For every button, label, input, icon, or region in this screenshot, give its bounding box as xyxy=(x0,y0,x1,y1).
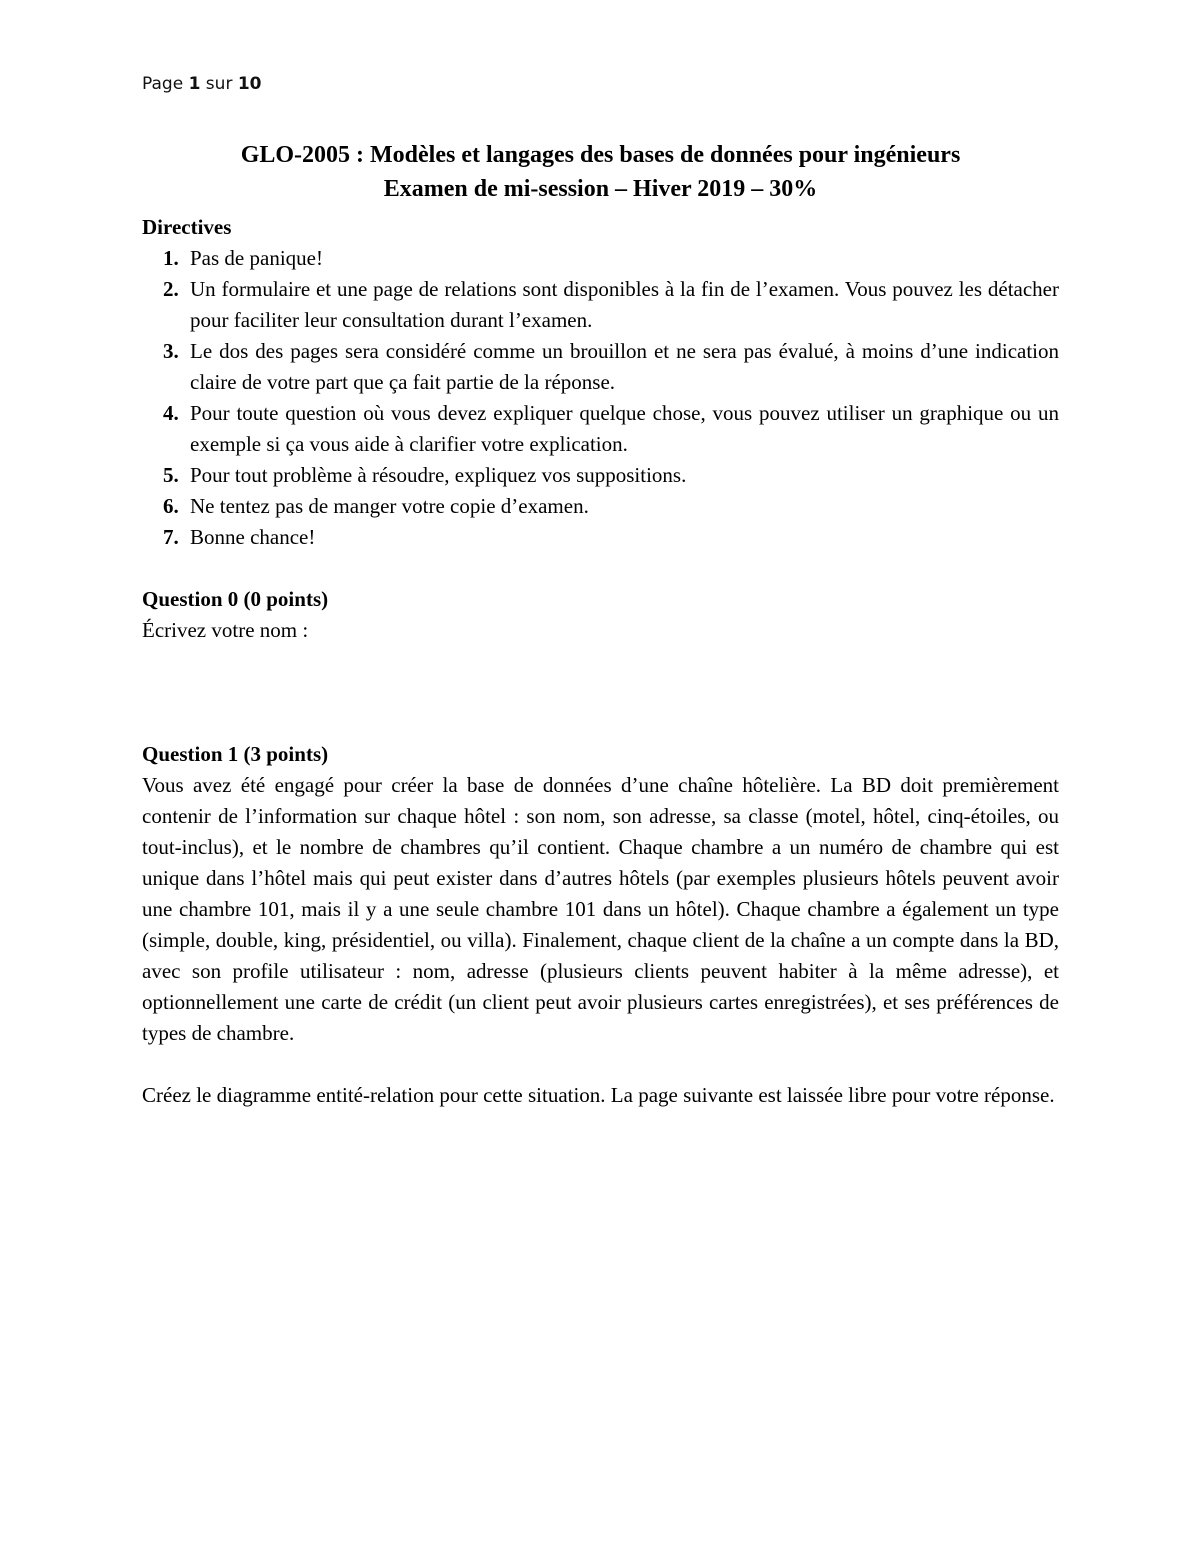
directive-text: Pour toute question où vous devez expliquer quelque chose, vous pouvez utiliser un graphique ou un exemple si ça vous aide à clarifier votre explication. xyxy=(190,401,1059,456)
page-current: 1 xyxy=(188,74,201,94)
directive-number: 4. xyxy=(163,401,179,425)
spacer xyxy=(142,553,1059,584)
directive-text: Ne tentez pas de manger votre copie d’examen. xyxy=(190,494,589,518)
question-0-heading: Question 0 (0 points) xyxy=(142,587,329,611)
exam-title-line: Examen de mi-session – Hiver 2019 – 30% xyxy=(383,176,818,202)
spacer xyxy=(142,1049,1059,1080)
directive-number: 2. xyxy=(163,277,179,301)
directive-text: Un formulaire et une page de relations sont disponibles à la fin de l’examen. Vous pouvez les détacher pour faciliter leur consultation durant l’examen. xyxy=(190,277,1059,332)
directive-text: Pour tout problème à résoudre, expliquez vos suppositions. xyxy=(190,463,687,487)
directive-item xyxy=(142,243,1059,274)
directive-item xyxy=(142,460,1059,491)
directive-number: 3. xyxy=(163,339,179,363)
name-answer-space xyxy=(142,646,1059,739)
directives-list xyxy=(142,243,1059,553)
course-title xyxy=(142,138,1059,206)
question-0-prompt: Écrivez votre nom : xyxy=(142,618,309,642)
page-mid: sur xyxy=(200,74,238,94)
directives-heading: Directives xyxy=(142,215,232,239)
directive-number: 1. xyxy=(163,246,179,270)
directive-number: 5. xyxy=(163,463,179,487)
directive-number: 7. xyxy=(163,525,179,549)
directive-text: Le dos des pages sera considéré comme un brouillon et ne sera pas évalué, à moins d’une indication claire de votre part que ça fait partie de la réponse. xyxy=(190,339,1059,394)
directive-item xyxy=(142,491,1059,522)
directive-item xyxy=(142,274,1059,336)
directive-item xyxy=(142,522,1059,553)
page-number xyxy=(142,74,262,94)
directive-item xyxy=(142,398,1059,460)
page-total: 10 xyxy=(237,74,262,94)
course-title-line: GLO-2005 : Modèles et langages des bases de données pour ingénieurs xyxy=(240,142,961,168)
directive-text: Bonne chance! xyxy=(190,525,316,549)
exam-content xyxy=(142,138,1059,1111)
page-prefix: Page xyxy=(142,74,189,94)
question-1-description: Vous avez été engagé pour créer la base de données d’une chaîne hôtelière. La BD doit premièrement contenir de l’information sur chaque hôtel : son nom, son adresse, sa classe (motel, hôtel, cinq-étoiles, ou tout-inclus), et le nombre de chambres qu’il contient. Chaque chambre a un numéro de chambre qui est unique dans l’hôtel mais qui peut exister dans d’autres hôtels (par exemples plusieurs hôtels peuvent avoir une chambre 101, mais il y a une seule chambre 101 dans un hôtel). Chaque chambre a également un type (simple, double, king, présidentiel, ou villa). Finalement, chaque client de la chaîne a un compte dans la BD, avec son profile utilisateur : nom, adresse (plusieurs clients peuvent habiter à la même adresse), et optionnellement une carte de crédit (un client peut avoir plusieurs cartes enregistrées), et ses préférences de types de chambre. xyxy=(142,773,1059,1045)
directive-number: 6. xyxy=(163,494,179,518)
question-1-heading: Question 1 (3 points) xyxy=(142,742,329,766)
directive-text: Pas de panique! xyxy=(190,246,323,270)
directive-item xyxy=(142,336,1059,398)
question-1-instruction: Créez le diagramme entité-relation pour cette situation. La page suivante est laissée libre pour votre réponse. xyxy=(142,1083,1055,1107)
